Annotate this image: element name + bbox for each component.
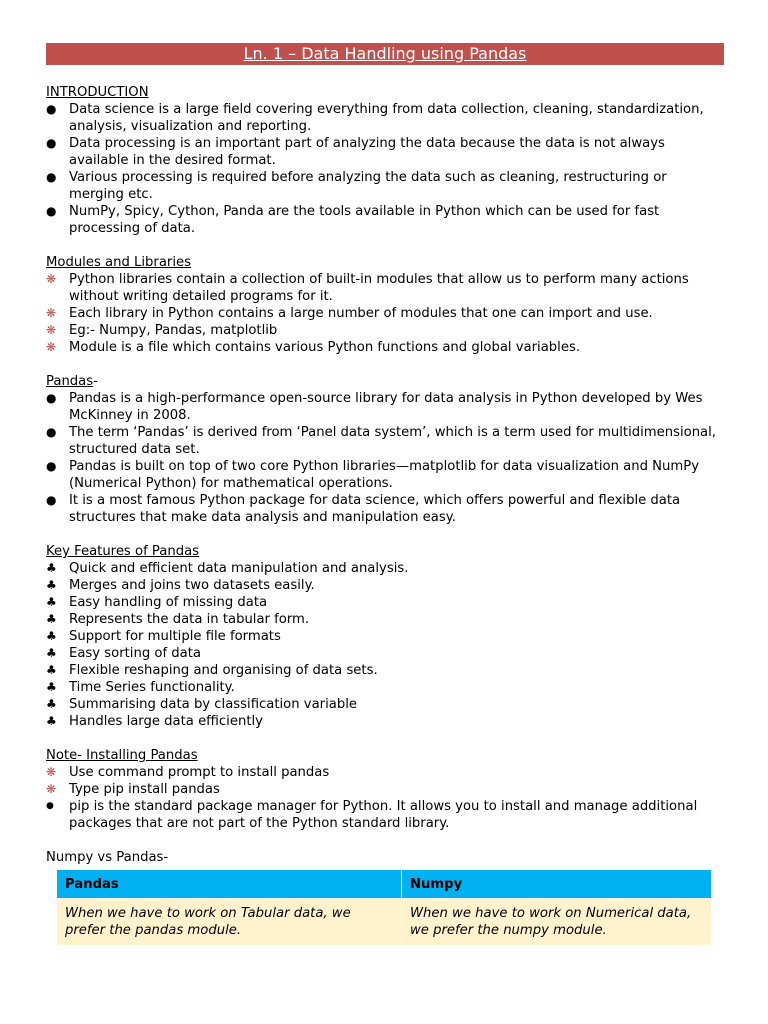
red-star-icon: ❋ xyxy=(46,340,57,354)
red-star-icon: ❋ xyxy=(46,306,57,320)
list-item: ● Pandas is a high-performance open-source library for data analysis in Python developed by Wes McKinney in 2008. xyxy=(46,391,703,423)
document-page xyxy=(46,43,724,946)
list-item: ● Data science is a large field covering everything from data collection, cleaning, standardization, analysis, visualization and reporting. xyxy=(46,102,704,134)
list-item: ● The term ‘Pandas’ is derived from ‘Panel data system’, which is a term used for multidimensional, structured data set. xyxy=(46,425,716,457)
bullet-dot-icon: ● xyxy=(46,204,57,218)
club-icon: ♣ xyxy=(46,595,57,609)
list-item: ♣ Support for multiple file formats xyxy=(46,629,281,644)
club-icon: ♣ xyxy=(46,714,57,728)
list-item: ♣ Represents the data in tabular form. xyxy=(46,612,310,627)
table-cell-numpy: When we have to work on Numerical data, we prefer the numpy module. xyxy=(402,899,712,946)
club-icon: ♣ xyxy=(46,561,57,575)
intro-heading: INTRODUCTION xyxy=(46,85,149,100)
list-item: ● pip is the standard package manager for Python. It allows you to install and manage additional packages that are not part of the Python standard library. xyxy=(46,799,698,831)
features-list xyxy=(46,560,724,730)
table-cell-pandas: When we have to work on Tabular data, we prefer the pandas module. xyxy=(57,899,402,946)
bullet-dot-icon: ● xyxy=(46,136,57,150)
install-heading: Note- Installing Pandas xyxy=(46,748,198,763)
list-item: ● NumPy, Spicy, Cython, Panda are the tools available in Python which can be used for fast processing of data. xyxy=(46,204,660,236)
list-item: ♣ Summarising data by classification variable xyxy=(46,697,358,712)
list-item: ♣ Easy handling of missing data xyxy=(46,595,268,610)
club-icon: ♣ xyxy=(46,612,57,626)
list-item: ❋ Each library in Python contains a large number of modules that one can import and use. xyxy=(46,306,653,321)
list-item: ● Various processing is required before analyzing the data such as cleaning, restructuring or merging etc. xyxy=(46,170,667,202)
table-row xyxy=(57,899,712,946)
bullet-dot-icon: ● xyxy=(46,801,54,811)
compare-caption: Numpy vs Pandas- xyxy=(46,850,169,865)
list-item: ● Pandas is built on top of two core Python libraries—matplotlib for data visualization and NumPy (Numerical Python) for mathematical operations. xyxy=(46,459,699,491)
modules-list xyxy=(46,271,724,356)
bullet-dot-icon: ● xyxy=(46,459,57,473)
column-header-numpy: Numpy xyxy=(402,870,712,899)
bullet-dot-icon: ● xyxy=(46,425,57,439)
bullet-dot-icon: ● xyxy=(46,102,57,116)
compare-table xyxy=(56,869,712,946)
table-header-row xyxy=(57,870,712,899)
list-item: ❋ Module is a file which contains various Python functions and global variables. xyxy=(46,340,581,355)
red-star-icon: ❋ xyxy=(46,782,57,796)
club-icon: ♣ xyxy=(46,646,57,660)
intro-list xyxy=(46,101,724,237)
club-icon: ♣ xyxy=(46,629,57,643)
modules-heading: Modules and Libraries xyxy=(46,255,191,270)
pandas-heading-line xyxy=(46,373,724,390)
list-item: ♣ Easy sorting of data xyxy=(46,646,202,661)
list-item: ● Data processing is an important part of analyzing the data because the data is not always available in the desired format. xyxy=(46,136,665,168)
list-item: ❋ Python libraries contain a collection of built-in modules that allow us to perform many actions without writing detailed programs for it. xyxy=(46,272,689,304)
club-icon: ♣ xyxy=(46,663,57,677)
list-item: ♣ Time Series functionality. xyxy=(46,680,235,695)
list-item: ❋ Use command prompt to install pandas xyxy=(46,765,330,780)
list-item: ♣ Quick and efficient data manipulation and analysis. xyxy=(46,561,409,576)
red-star-icon: ❋ xyxy=(46,323,57,337)
list-item: ❋ Type pip install pandas xyxy=(46,782,220,797)
bullet-dot-icon: ● xyxy=(46,493,57,507)
install-list xyxy=(46,764,724,832)
red-star-icon: ❋ xyxy=(46,272,57,286)
pandas-heading-suffix: - xyxy=(93,374,98,389)
bullet-dot-icon: ● xyxy=(46,170,57,184)
page-title: Ln. 1 – Data Handling using Pandas xyxy=(243,44,527,63)
club-icon: ♣ xyxy=(46,578,57,592)
list-item: ♣ Handles large data efficiently xyxy=(46,714,263,729)
bullet-dot-icon: ● xyxy=(46,391,57,405)
club-icon: ♣ xyxy=(46,680,57,694)
column-header-pandas: Pandas xyxy=(57,870,402,899)
pandas-heading: Pandas xyxy=(46,374,94,389)
features-heading: Key Features of Pandas xyxy=(46,544,200,559)
club-icon: ♣ xyxy=(46,697,57,711)
list-item: ♣ Merges and joins two datasets easily. xyxy=(46,578,315,593)
pandas-list xyxy=(46,390,724,526)
list-item: ● It is a most famous Python package for data science, which offers powerful and flexible data structures that make data analysis and manipulation easy. xyxy=(46,493,681,525)
list-item: ♣ Flexible reshaping and organising of data sets. xyxy=(46,663,378,678)
title-bar xyxy=(46,43,724,65)
red-star-icon: ❋ xyxy=(46,765,57,779)
list-item: ❋ Eg:- Numpy, Pandas, matplotlib xyxy=(46,323,278,338)
